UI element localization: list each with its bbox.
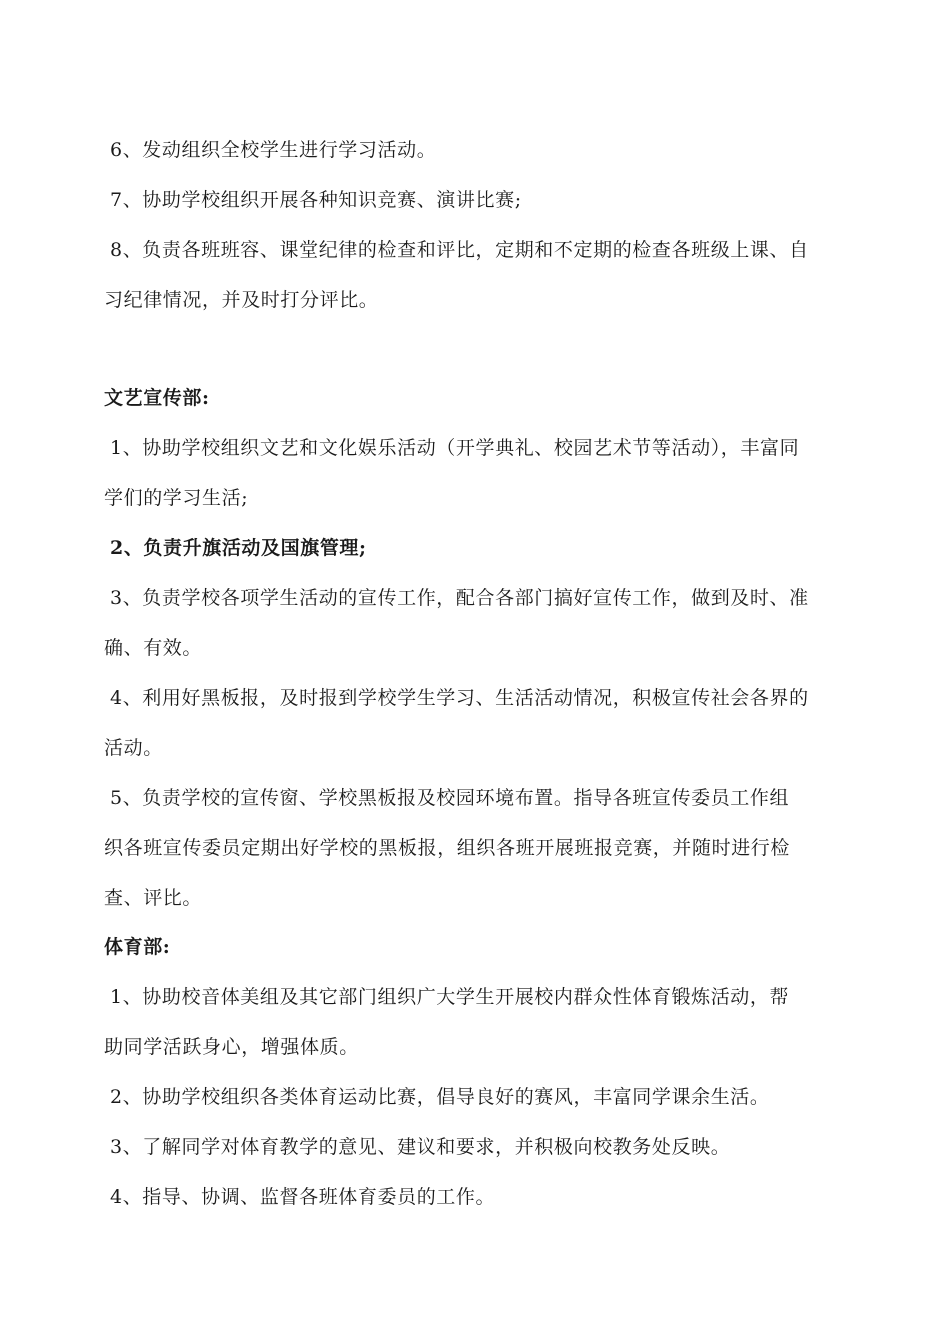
list-item: 1、协助校音体美组及其它部门组织广大学生开展校内群众性体育锻炼活动，帮 <box>110 986 790 1008</box>
list-item-continuation: 习纪律情况，并及时打分评比。 <box>104 289 379 311</box>
list-item: 8、负责各班班容、课堂纪律的检查和评比，定期和不定期的检查各班级上课、自 <box>110 239 809 261</box>
list-item: 5、负责学校的宣传窗、学校黑板报及校园环境布置。指导各班宣传委员工作组 <box>110 787 790 809</box>
list-item: 2、协助学校组织各类体育运动比赛，倡导良好的赛风，丰富同学课余生活。 <box>110 1086 770 1108</box>
list-item: 4、指导、协调、监督各班体育委员的工作。 <box>110 1186 496 1208</box>
section-heading: 文艺宣传部: <box>104 387 210 409</box>
list-item-continuation: 助同学活跃身心，增强体质。 <box>104 1036 359 1058</box>
list-item-continuation: 活动。 <box>104 737 163 759</box>
list-item: 4、利用好黑板报，及时报到学校学生学习、生活活动情况，积极宣传社会各界的 <box>110 687 809 709</box>
list-item: 2、负责升旗活动及国旗管理; <box>110 537 367 559</box>
list-item: 1、协助学校组织文艺和文化娱乐活动（开学典礼、校园艺术节等活动），丰富同 <box>110 437 800 459</box>
list-item: 3、负责学校各项学生活动的宣传工作，配合各部门搞好宣传工作，做到及时、准 <box>110 587 809 609</box>
list-item: 7、协助学校组织开展各种知识竞赛、演讲比赛; <box>110 189 522 211</box>
list-item: 6、发动组织全校学生进行学习活动。 <box>110 139 437 161</box>
list-item: 3、了解同学对体育教学的意见、建议和要求，并积极向校教务处反映。 <box>110 1136 731 1158</box>
list-item-continuation: 查、评比。 <box>104 887 203 909</box>
list-item-continuation: 织各班宣传委员定期出好学校的黑板报，组织各班开展班报竞赛，并随时进行检 <box>104 837 791 859</box>
list-item-continuation: 确、有效。 <box>104 637 203 659</box>
list-item-continuation: 学们的学习生活; <box>104 487 249 509</box>
section-heading: 体育部: <box>104 936 171 958</box>
